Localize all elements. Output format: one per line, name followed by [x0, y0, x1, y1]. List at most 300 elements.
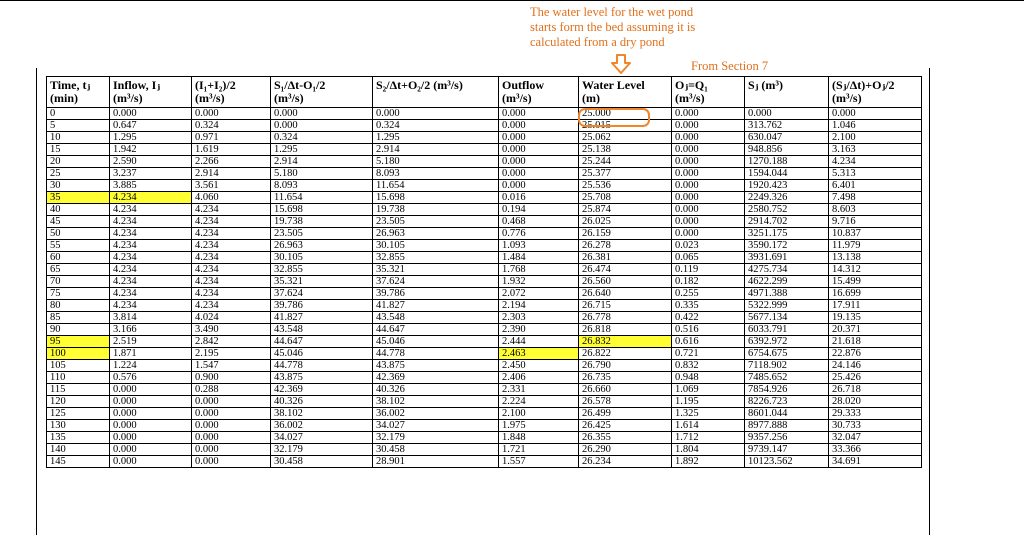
- table-cell: 1.848: [499, 432, 579, 444]
- table-cell: 8601.044: [745, 408, 829, 420]
- table-cell: 38.102: [271, 408, 373, 420]
- table-cell: 70: [47, 276, 110, 288]
- table-cell: 32.179: [373, 432, 499, 444]
- table-row: [47, 456, 922, 468]
- table-cell: 1.295: [110, 132, 192, 144]
- table-cell: 0.335: [672, 300, 745, 312]
- table-cell: 11.654: [373, 180, 499, 192]
- table-cell: 1.557: [499, 456, 579, 468]
- table-cell: 0.900: [192, 372, 271, 384]
- table-cell: 100: [47, 348, 110, 360]
- table-cell: 80: [47, 300, 110, 312]
- column-header-line: S₂/Δt+O₂/2 (m³/s): [376, 78, 463, 92]
- table-cell: 36.002: [373, 408, 499, 420]
- table-row: [47, 444, 922, 456]
- table-cell: 4.234: [192, 288, 271, 300]
- table-cell: 25.062: [579, 132, 672, 144]
- table-cell: 1594.044: [745, 168, 829, 180]
- column-header-storage: [745, 77, 829, 108]
- table-cell: 8977.888: [745, 420, 829, 432]
- table-cell: 11.979: [829, 240, 922, 252]
- column-header-storage-plus: [373, 77, 499, 108]
- table-cell: 2.194: [499, 300, 579, 312]
- column-header-avg-inflow: [192, 77, 271, 108]
- table-cell: 4.234: [110, 216, 192, 228]
- table-row: [47, 144, 922, 156]
- table-cell: 0.000: [499, 108, 579, 120]
- table-cell: 110: [47, 372, 110, 384]
- table-cell: 0.255: [672, 288, 745, 300]
- table-cell: 0.000: [672, 192, 745, 204]
- table-cell: 1.892: [672, 456, 745, 468]
- table-row: [47, 252, 922, 264]
- table-cell: 30.105: [271, 252, 373, 264]
- table-cell: 9357.256: [745, 432, 829, 444]
- table-cell: 1.093: [499, 240, 579, 252]
- table-cell: 4.234: [110, 204, 192, 216]
- table-cell: 130: [47, 420, 110, 432]
- table-row: [47, 240, 922, 252]
- table-cell: 26.790: [579, 360, 672, 372]
- table-cell: 0.000: [672, 132, 745, 144]
- table-cell: 26.778: [579, 312, 672, 324]
- table-cell: 5322.999: [745, 300, 829, 312]
- from-section-note: From Section 7: [691, 59, 769, 73]
- table-cell: 26.355: [579, 432, 672, 444]
- table-cell: 43.875: [271, 372, 373, 384]
- table-cell: 4.234: [192, 300, 271, 312]
- table-cell: 26.290: [579, 444, 672, 456]
- table-cell: 45.046: [373, 336, 499, 348]
- table-cell: 15.499: [829, 276, 922, 288]
- note-line-1: The water level for the wet pond: [530, 5, 694, 19]
- table-cell: 0.000: [110, 408, 192, 420]
- table-cell: 43.548: [271, 324, 373, 336]
- table-row: [47, 408, 922, 420]
- table-cell: 40: [47, 204, 110, 216]
- table-cell: 2.519: [110, 336, 192, 348]
- table-cell: 0.468: [499, 216, 579, 228]
- table-cell: 2.266: [192, 156, 271, 168]
- table-cell: 4971.388: [745, 288, 829, 300]
- table-cell: 55: [47, 240, 110, 252]
- table-cell: 4.234: [192, 228, 271, 240]
- table-cell: 2.224: [499, 396, 579, 408]
- table-cell: 41.827: [373, 300, 499, 312]
- table-cell: 30.458: [373, 444, 499, 456]
- table-cell: 1.712: [672, 432, 745, 444]
- table-header-row: [47, 77, 922, 108]
- table-cell: 1.871: [110, 348, 192, 360]
- table-cell: 43.875: [373, 360, 499, 372]
- table-cell: 9.716: [829, 216, 922, 228]
- table-cell: 2.914: [192, 168, 271, 180]
- table-row: [47, 348, 922, 360]
- table-cell: 948.856: [745, 144, 829, 156]
- table-cell: 1920.423: [745, 180, 829, 192]
- table-cell: 19.738: [271, 216, 373, 228]
- table-cell: 3.166: [110, 324, 192, 336]
- table-cell: 0.000: [672, 156, 745, 168]
- table-row: [47, 216, 922, 228]
- down-arrow-icon: [611, 54, 631, 74]
- table-cell: 0.119: [672, 264, 745, 276]
- table-cell: 2914.702: [745, 216, 829, 228]
- table-cell: 7118.902: [745, 360, 829, 372]
- start-level-highlight-oval: [578, 108, 650, 127]
- table-cell: 26.640: [579, 288, 672, 300]
- table-cell: 5677.134: [745, 312, 829, 324]
- table-cell: 65: [47, 264, 110, 276]
- table-cell: 0.016: [499, 192, 579, 204]
- table-cell: 7.498: [829, 192, 922, 204]
- table-cell: 0.000: [192, 456, 271, 468]
- table-cell: 1.804: [672, 444, 745, 456]
- column-header-storage-indicator: [829, 77, 922, 108]
- table-cell: 2.914: [271, 156, 373, 168]
- table-cell: 9739.147: [745, 444, 829, 456]
- table-cell: 0.000: [672, 144, 745, 156]
- table-cell: 32.855: [373, 252, 499, 264]
- wet-pond-note: [530, 5, 760, 50]
- table-cell: 4622.299: [745, 276, 829, 288]
- table-cell: 34.027: [271, 432, 373, 444]
- table-cell: 4.234: [110, 264, 192, 276]
- table-cell: 40.326: [271, 396, 373, 408]
- table-cell: 140: [47, 444, 110, 456]
- table-cell: 0.000: [192, 396, 271, 408]
- table-row: [47, 300, 922, 312]
- table-cell: 3251.175: [745, 228, 829, 240]
- table-cell: 1.195: [672, 396, 745, 408]
- table-cell: 135: [47, 432, 110, 444]
- table-cell: 25.708: [579, 192, 672, 204]
- table-cell: 34.691: [829, 456, 922, 468]
- table-cell: 5: [47, 120, 110, 132]
- table-cell: 34.027: [373, 420, 499, 432]
- table-cell: 30.105: [373, 240, 499, 252]
- table-cell: 26.425: [579, 420, 672, 432]
- table-cell: 3.885: [110, 180, 192, 192]
- table-row: [47, 132, 922, 144]
- table-cell: 0.971: [192, 132, 271, 144]
- table-cell: 0.000: [271, 120, 373, 132]
- column-header-line: (m³/s): [274, 91, 304, 105]
- table-cell: 0.832: [672, 360, 745, 372]
- table-cell: 0.324: [192, 120, 271, 132]
- table-cell: 0.324: [271, 132, 373, 144]
- table-cell: 15.698: [271, 204, 373, 216]
- table-cell: 44.778: [373, 348, 499, 360]
- table-cell: 0.000: [499, 120, 579, 132]
- table-cell: 45.046: [271, 348, 373, 360]
- table-cell: 4.234: [110, 228, 192, 240]
- column-header-line: Time, tⱼ: [50, 78, 91, 92]
- table-row: [47, 156, 922, 168]
- table-cell: 25.874: [579, 204, 672, 216]
- table-cell: 0.000: [110, 396, 192, 408]
- table-cell: 19.738: [373, 204, 499, 216]
- table-row: [47, 384, 922, 396]
- table-cell: 4.234: [110, 300, 192, 312]
- table-cell: 26.660: [579, 384, 672, 396]
- table-cell: 25.536: [579, 180, 672, 192]
- table-cell: 35: [47, 192, 110, 204]
- column-header-inflow: [110, 77, 192, 108]
- table-cell: 0: [47, 108, 110, 120]
- table-cell: 0.194: [499, 204, 579, 216]
- table-cell: 4.234: [192, 204, 271, 216]
- table-cell: 13.138: [829, 252, 922, 264]
- table-cell: 25.377: [579, 168, 672, 180]
- table-cell: 23.505: [373, 216, 499, 228]
- table-cell: 26.578: [579, 396, 672, 408]
- table-cell: 40.326: [373, 384, 499, 396]
- table-cell: 0.000: [672, 108, 745, 120]
- table-cell: 115: [47, 384, 110, 396]
- table-cell: 4.234: [192, 252, 271, 264]
- table-cell: 41.827: [271, 312, 373, 324]
- table-cell: 1.295: [271, 144, 373, 156]
- table-cell: 29.333: [829, 408, 922, 420]
- table-row: [47, 372, 922, 384]
- table-cell: 1.295: [373, 132, 499, 144]
- table-cell: 0.647: [110, 120, 192, 132]
- table-cell: 19.135: [829, 312, 922, 324]
- table-cell: 0.422: [672, 312, 745, 324]
- table-cell: 1.224: [110, 360, 192, 372]
- column-header-line: S₁/Δt-O₁/2: [274, 78, 326, 92]
- table-cell: 0.000: [192, 408, 271, 420]
- table-cell: 6.401: [829, 180, 922, 192]
- table-cell: 2.590: [110, 156, 192, 168]
- table-cell: 60: [47, 252, 110, 264]
- table-cell: 37.624: [373, 276, 499, 288]
- table-cell: 2249.326: [745, 192, 829, 204]
- table-cell: 25.015: [579, 120, 672, 132]
- table-cell: 17.911: [829, 300, 922, 312]
- table-cell: 0.000: [499, 132, 579, 144]
- table-cell: 23.505: [271, 228, 373, 240]
- column-header-line: (m): [582, 91, 600, 105]
- table-cell: 0.000: [192, 432, 271, 444]
- table-cell: 38.102: [373, 396, 499, 408]
- column-header-line: Oⱼ=Q₁: [675, 78, 708, 92]
- table-cell: 26.474: [579, 264, 672, 276]
- table-row: [47, 228, 922, 240]
- table-cell: 44.647: [373, 324, 499, 336]
- table-cell: 8.093: [271, 180, 373, 192]
- table-cell: 2.072: [499, 288, 579, 300]
- table-cell: 24.146: [829, 360, 922, 372]
- table-cell: 26.560: [579, 276, 672, 288]
- table-cell: 0.000: [110, 456, 192, 468]
- table-cell: 44.647: [271, 336, 373, 348]
- table-cell: 2.100: [499, 408, 579, 420]
- table-cell: 95: [47, 336, 110, 348]
- table-cell: 90: [47, 324, 110, 336]
- table-cell: 26.381: [579, 252, 672, 264]
- table-cell: 4.234: [110, 276, 192, 288]
- table-cell: 1.046: [829, 120, 922, 132]
- table-cell: 35.321: [271, 276, 373, 288]
- table-cell: 1.721: [499, 444, 579, 456]
- table-cell: 25: [47, 168, 110, 180]
- table-cell: 4.234: [110, 192, 192, 204]
- table-cell: 10.837: [829, 228, 922, 240]
- table-cell: 0.776: [499, 228, 579, 240]
- column-header-line: Water Level: [582, 78, 645, 92]
- table-cell: 10: [47, 132, 110, 144]
- table-cell: 2.390: [499, 324, 579, 336]
- column-header-line: Inflow, Iⱼ: [113, 78, 161, 92]
- table-cell: 21.618: [829, 336, 922, 348]
- table-cell: 4.234: [110, 288, 192, 300]
- table-row: [47, 264, 922, 276]
- table-cell: 0.065: [672, 252, 745, 264]
- table-cell: 1.942: [110, 144, 192, 156]
- page-frame-right: [929, 68, 930, 535]
- table-cell: 0.000: [672, 228, 745, 240]
- table-row: [47, 396, 922, 408]
- table-cell: 5.313: [829, 168, 922, 180]
- table-cell: 25.426: [829, 372, 922, 384]
- column-header-line: (m³/s): [113, 91, 143, 105]
- note-line-2: starts form the bed assuming it is: [530, 20, 696, 34]
- page-top-rule: [0, 0, 1024, 1]
- table-row: [47, 108, 922, 120]
- table-cell: 3.814: [110, 312, 192, 324]
- table-cell: 0.000: [110, 420, 192, 432]
- routing-table: [46, 76, 922, 468]
- table-cell: 0.000: [499, 180, 579, 192]
- table-cell: 4.234: [192, 216, 271, 228]
- table-row: [47, 204, 922, 216]
- table-cell: 0.000: [829, 108, 922, 120]
- table-cell: 0.324: [373, 120, 499, 132]
- table-cell: 0.000: [499, 168, 579, 180]
- note-line-3: calculated from a dry pond: [530, 35, 665, 49]
- table-cell: 6033.791: [745, 324, 829, 336]
- table-cell: 0.000: [672, 216, 745, 228]
- table-cell: 4.234: [829, 156, 922, 168]
- table-cell: 6754.675: [745, 348, 829, 360]
- table-cell: 2.450: [499, 360, 579, 372]
- table-cell: 42.369: [271, 384, 373, 396]
- table-cell: 0.023: [672, 240, 745, 252]
- table-cell: 0.616: [672, 336, 745, 348]
- column-header-line: (min): [50, 91, 78, 105]
- table-cell: 1.325: [672, 408, 745, 420]
- table-cell: 0.000: [499, 144, 579, 156]
- table-cell: 26.278: [579, 240, 672, 252]
- column-header-outflow: [499, 77, 579, 108]
- table-cell: 0.000: [110, 108, 192, 120]
- table-cell: 1.547: [192, 360, 271, 372]
- table-cell: 15.698: [373, 192, 499, 204]
- table-cell: 1.932: [499, 276, 579, 288]
- table-cell: 43.548: [373, 312, 499, 324]
- table-cell: 125: [47, 408, 110, 420]
- table-cell: 30.458: [271, 456, 373, 468]
- table-cell: 0.000: [373, 108, 499, 120]
- table-cell: 0.000: [271, 108, 373, 120]
- table-cell: 1.975: [499, 420, 579, 432]
- table-cell: 0.000: [672, 180, 745, 192]
- table-cell: 4275.734: [745, 264, 829, 276]
- table-cell: 26.963: [373, 228, 499, 240]
- table-cell: 28.020: [829, 396, 922, 408]
- table-cell: 4.234: [192, 276, 271, 288]
- table-cell: 0.182: [672, 276, 745, 288]
- table-cell: 44.778: [271, 360, 373, 372]
- table-row: [47, 180, 922, 192]
- table-cell: 2.842: [192, 336, 271, 348]
- table-cell: 11.654: [271, 192, 373, 204]
- table-cell: 0.000: [672, 204, 745, 216]
- table-cell: 0.000: [192, 420, 271, 432]
- table-cell: 26.499: [579, 408, 672, 420]
- table-cell: 5.180: [373, 156, 499, 168]
- table-row: [47, 336, 922, 348]
- table-cell: 0.000: [745, 108, 829, 120]
- column-header-line: (m³/s): [502, 91, 532, 105]
- table-cell: 42.369: [373, 372, 499, 384]
- table-cell: 8.093: [373, 168, 499, 180]
- table-cell: 2.195: [192, 348, 271, 360]
- table-cell: 20.371: [829, 324, 922, 336]
- table-cell: 25.138: [579, 144, 672, 156]
- table-row: [47, 168, 922, 180]
- table-body: [47, 108, 922, 468]
- table-cell: 1.768: [499, 264, 579, 276]
- table-cell: 6392.972: [745, 336, 829, 348]
- table-cell: 2.914: [373, 144, 499, 156]
- column-header-water-level: [579, 77, 672, 108]
- table-row: [47, 192, 922, 204]
- table-cell: 0.288: [192, 384, 271, 396]
- table-cell: 4.234: [110, 252, 192, 264]
- table-cell: 3590.172: [745, 240, 829, 252]
- table-cell: 2.331: [499, 384, 579, 396]
- table-cell: 5.180: [271, 168, 373, 180]
- table-row: [47, 312, 922, 324]
- table-cell: 45: [47, 216, 110, 228]
- table-cell: 1270.188: [745, 156, 829, 168]
- table-row: [47, 360, 922, 372]
- table-cell: 26.832: [579, 336, 672, 348]
- table-cell: 25.000: [579, 108, 672, 120]
- table-cell: 26.818: [579, 324, 672, 336]
- table-cell: 1.484: [499, 252, 579, 264]
- table-cell: 14.312: [829, 264, 922, 276]
- table-row: [47, 288, 922, 300]
- table-cell: 25.244: [579, 156, 672, 168]
- table-cell: 1.619: [192, 144, 271, 156]
- table-cell: 39.786: [373, 288, 499, 300]
- column-header-line: Outflow: [502, 78, 544, 92]
- table-cell: 30: [47, 180, 110, 192]
- column-header-line: (m³/s): [832, 91, 862, 105]
- table-cell: 313.762: [745, 120, 829, 132]
- table-cell: 75: [47, 288, 110, 300]
- table-cell: 15: [47, 144, 110, 156]
- table-cell: 32.047: [829, 432, 922, 444]
- table-cell: 2.303: [499, 312, 579, 324]
- table-cell: 7854.926: [745, 384, 829, 396]
- page-frame-left: [36, 68, 37, 535]
- table-cell: 0.000: [672, 168, 745, 180]
